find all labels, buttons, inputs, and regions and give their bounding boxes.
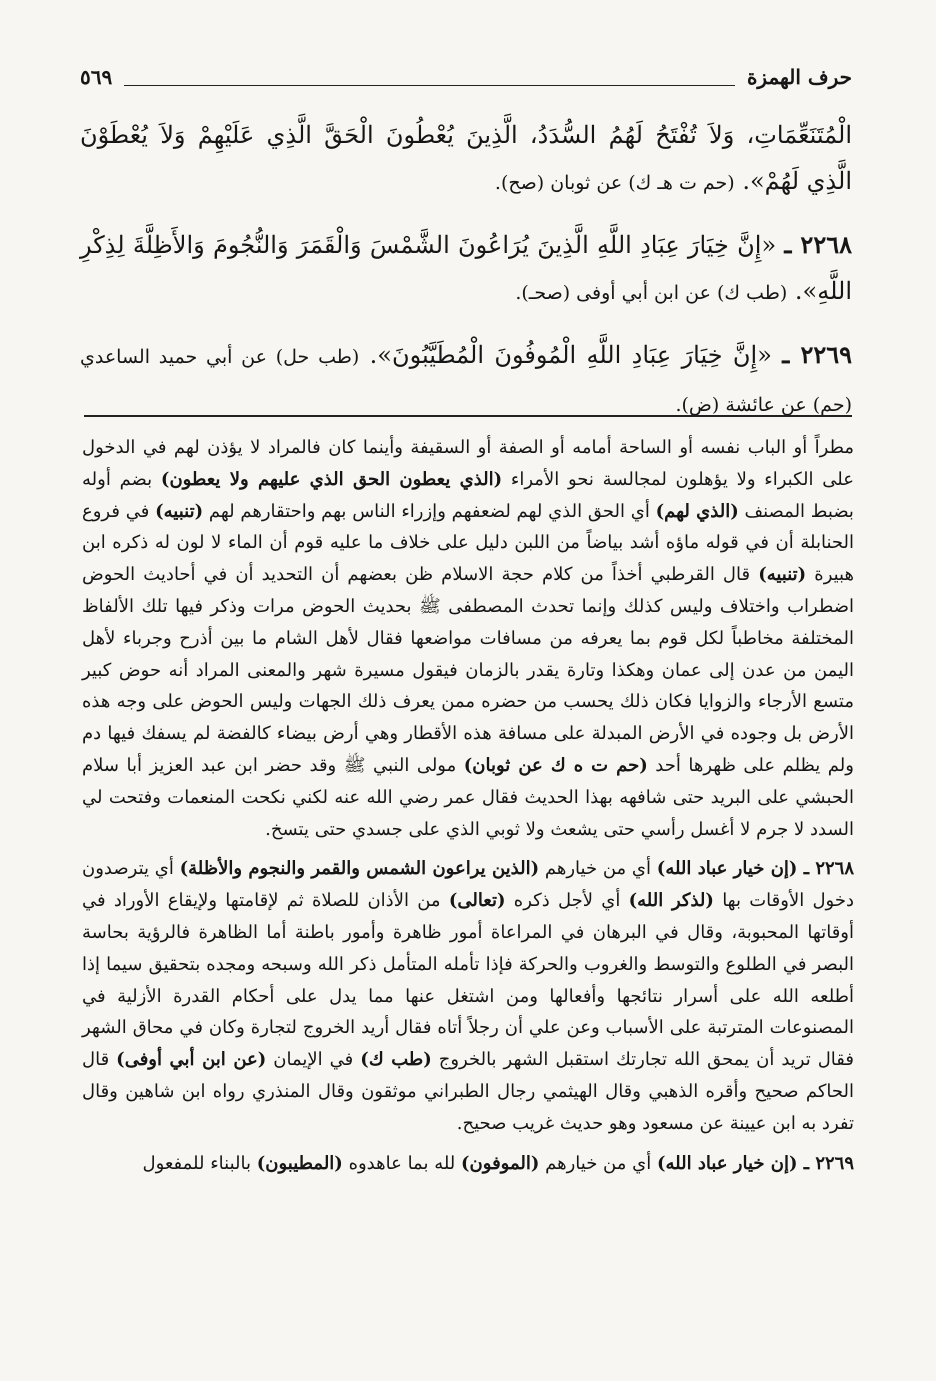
commentary-text: من الأذان للصلاة ثم لإقامتها ولإيقاع الأوراد في أوقاتها المحبوبة، وقال في البرهان في المراعاة أمور ظاهرة وأمور باطنة أما الظاهرة فالرؤية بحاسة البصر في الطلوع والتوسط والغروب والحركة فإذا تأمله المتأمل ذكر الله وسبحه ومجده بتحقيق سيما إذا أطلعه الله على أسرار نتائجها وأفعالها ومن اشتغل عنها مما يدل على أحكام القدرة الأزلية في المصنوعات المترتبة على الأسباب وعن علي أن رجلاً أتاه فقال أريد الخروج لتجارة وكان في محاق الشهر فقال تريد أن يمحق الله تجارتك استقبل الشهر بالخروج [82,890,854,1071]
commentary-paragraph-1 [82,432,854,845]
footnote-divider [84,415,852,417]
quoted-phrase: (لذكر الله) [628,890,714,912]
page-number: ٥٦٩ [80,65,113,89]
quoted-phrase: ٢٢٦٩ ـ (إن خيار عباد الله) [656,1152,854,1174]
commentary [82,432,854,1187]
note-label: (تنبيه) [155,500,204,522]
commentary-paragraph-2269 [82,1148,854,1180]
hadith-2268 [80,222,852,316]
quoted-phrase: (الذي لهم) [655,500,739,522]
commentary-text: في فروع الحنابلة أن في قوله ماؤه أشد بياضاً من اللبن دليل على خلاف ما عليه قوم أن الماء لا لون له ذكره ابن هبيرة [82,500,854,586]
commentary-text: أي من خيارهم [545,1152,652,1174]
commentary-text: في الإيمان [273,1049,354,1071]
commentary-text: أي الحق الذي لهم لضعفهم وإزراء الناس بهم واحتقارهم لهم [208,500,650,522]
page-header [80,62,852,92]
hadith-text-body: «إِنَّ خِيَارَ عِبَادِ اللَّهِ الْمُوفُونَ الْمُطَيَّبُونَ». [369,341,772,369]
hadith-text-body: «إِنَّ خِيَارَ عِبَادِ اللَّهِ الَّذِينَ يُرَاعُونَ الشَّمْسَ وَالْقَمَرَ وَالنُّجُومَ وَالأَظِلَّةَ لِذِكْرِ اللَّهِ». [80,231,852,305]
hadith-reference: (طب حل) عن أبي حميد الساعدي (حم) عن عائشة (ض). [80,346,852,416]
quoted-phrase: ٢٢٦٨ ـ (إن خيار عباد الله) [656,858,854,880]
commentary-text: قال القرطبي أخذاً من كلام حجة الاسلام ظن بعضهم أن التحديد أن في أحاديث الحوض اضطراب واختلاف وليس كذلك وإنما تحدث المصطفى ﷺ بحديث الحوض مرات وذكر فيها تلك الألفاظ المختلفة مخاطباً لكل قوم بما يعرفه من مسافات مواضعها فقال لأهل الشام ما بين أذرح وجرباء لأهل اليمن من عدن إلى عمان وهكذا وتارة يقدر بالزمان فيقول مسيرة شهر والمعنى المراد أنه حوض كبير متسع الأرجاء والزوايا فكان ذلك يحسب من حضره ممن يعرف ذلك الجهات وليس الحوض على وجه هذه الأرض بل وجوده في الأرض المبدلة على مسافة هذه الأقطار وهي أرض بيضاء كالفضة لم يسفك فيها دم ولم يظلم على ظهرها أحد [82,564,854,776]
hadith-continuation [80,112,852,206]
commentary-text: لله بما عاهدوه [348,1152,456,1174]
commentary-text: قال الحاكم صحيح وأقره الذهبي وقال الهيثمي رجال الطبراني موثقون وقال المنذري رواه ابن شاهين وقال تفرد به ابن عيينة عن مسعود وهو حديث غريب صحيح. [82,1049,854,1134]
commentary-text: أي من خيارهم [544,858,652,880]
quoted-phrase: (الذين يراعون الشمس والقمر والنجوم والأظلة) [179,858,540,880]
header-rule [124,85,735,86]
hadith-text [80,112,852,444]
commentary-text: أي لأجل ذكره [513,890,621,912]
page-title: حرف الهمزة [746,65,852,89]
commentary-text: أي يترصدون دخول الأوقات بها [82,858,854,912]
hadith-2269 [80,332,852,428]
source-reference: (طب ك) [360,1049,432,1071]
hadith-reference: (حم ت هـ ك) عن ثوبان (صح). [494,172,735,194]
commentary-text: بضم أوله بضبط المصنف [82,468,854,522]
hadith-number: ٢٢٦٨ ـ [784,230,852,259]
hadith-text-body: الْمُتَنَعِّمَاتِ، وَلاَ تُفْتَحُ لَهُمُ السُّدَدُ، الَّذِينَ يُعْطُونَ الْحَقَّ الَّذِي عَلَيْهِمْ وَلاَ يُعْطَوْنَ الَّذِي لَهُمْ». [80,121,852,195]
commentary-paragraph-2268 [82,853,854,1139]
hadith-reference: (طب ك) عن ابن أبي أوفى (صحـ). [515,282,788,304]
quoted-phrase: (الموفون) [461,1152,540,1174]
hadith-number: ٢٢٦٩ ـ [782,340,852,369]
quoted-phrase: (الذي يعطون الحق الذي عليهم ولا يعطون) [160,468,503,490]
source-reference: (عن ابن أبي أوفى) [116,1049,267,1071]
quoted-phrase: (تعالى) [448,890,506,912]
commentary-text: مطراً أو الباب نفسه أو الساحة أمامه أو الصفة أو السقيفة وأينما كان فالمراد لا يؤذن لهم في الدخول على الكبراء ولا يؤهلون لمجالسة نحو الأمراء [82,437,854,490]
quoted-phrase: (المطيبون) [256,1152,343,1174]
source-reference: (حم ت ه ك عن ثوبان) [463,754,648,776]
commentary-text: مولى النبي ﷺ وقد حضر ابن عبد العزيز أبا سلام الحبشي على البريد حتى شافهه بهذا الحديث فقال عمر رضي الله عنه لكني نكحت المنعمات وفتحت لي السدد لا جرم لا أغسل رأسي حتى يشعث ولا ثوبي الذي على جسدي حتى يتسخ. [82,754,854,840]
commentary-text: بالبناء للمفعول [142,1152,252,1174]
note-label: (تنبيه) [758,564,807,586]
